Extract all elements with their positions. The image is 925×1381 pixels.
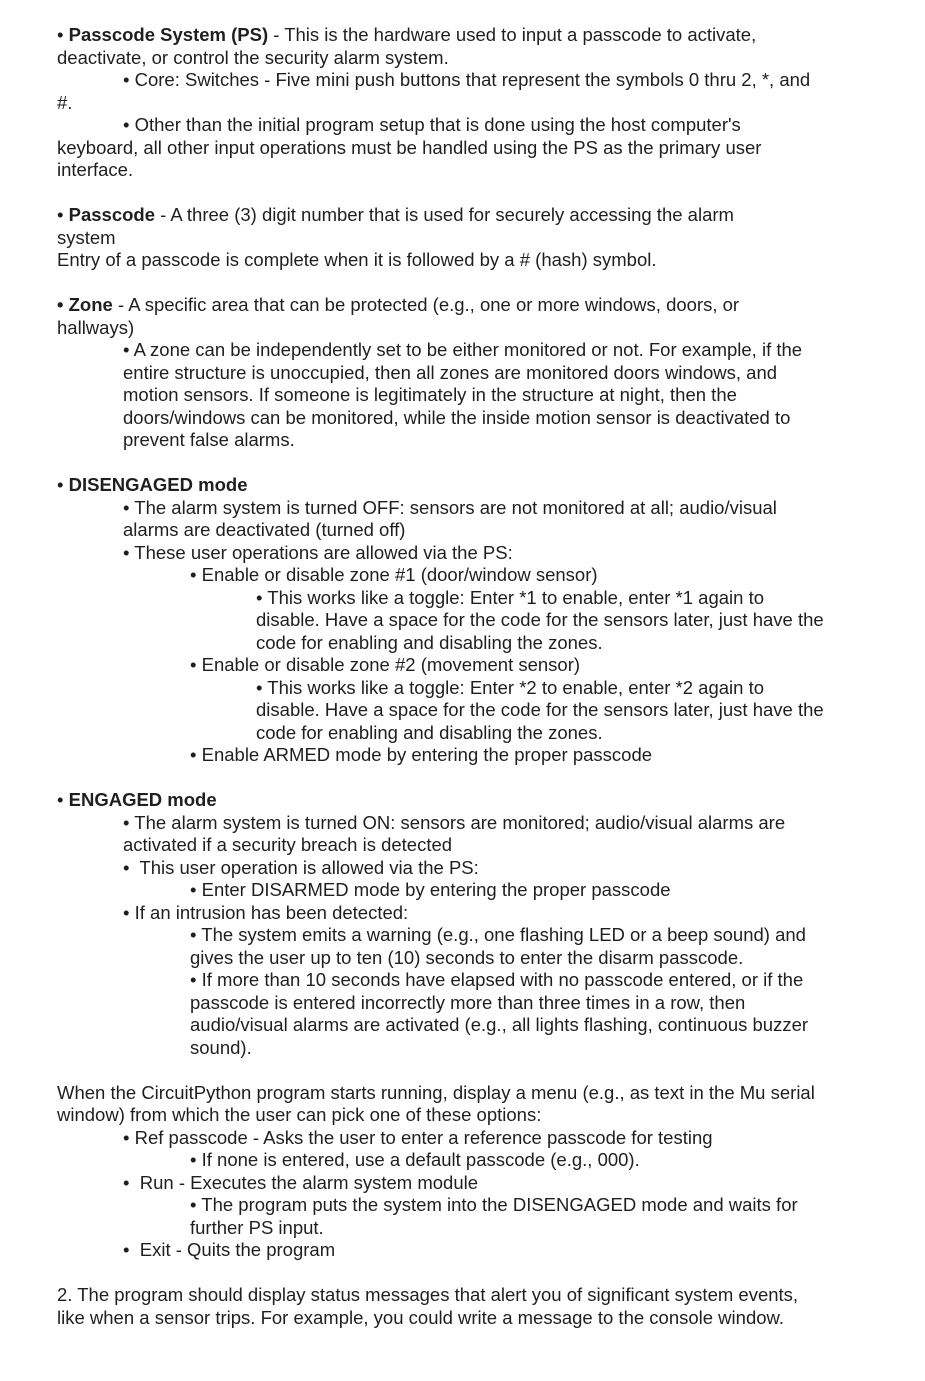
engaged-on: • The alarm system is turned ON: sensors are monitored; audio/visual alarms are activated if a security breach is detected	[123, 811, 786, 855]
disengaged-bullet: •	[57, 474, 69, 495]
ps-desc: - This is the hardware used to input a passcode to activate, deactivate, or control the security alarm system.	[57, 24, 757, 68]
engaged-bullet: •	[57, 789, 69, 810]
engaged-intrusion: • If an intrusion has been detected:	[123, 901, 409, 923]
engaged-warning: • The system emits a warning (e.g., one flashing LED or a beep sound) and gives the user up to ten (10) seconds to enter the disarm passcode.	[190, 924, 806, 968]
ps-definition	[57, 24, 807, 69]
menu-intro: When the CircuitPython program starts running, display a menu (e.g., as text in the Mu serial window) from which the user can pick one of these options:	[57, 1081, 815, 1125]
ps-other: • Other than the initial program setup that is done using the host computer's keyboard, all other input operations must be handled using the PS as the primary user interface.	[57, 114, 762, 180]
disengaged-armed: • Enable ARMED mode by entering the proper passcode	[190, 744, 653, 765]
menu-exit: • Exit - Quits the program	[123, 1239, 336, 1260]
disengaged-heading	[57, 474, 857, 497]
zone-definition	[57, 294, 792, 339]
zone-term: Zone	[68, 294, 113, 315]
disengaged-zone2-detail: • This works like a toggle: Enter *2 to enable, enter *2 again to disable. Have a space for the code for the sensors later, just have the code for enabling and disabling the zones.	[256, 676, 824, 743]
status-text: 2. The program should display status messages that alert you of significant system events, like when a sensor trips. For example, you could write a message to the console window.	[57, 1284, 799, 1328]
engaged-disarm: • Enter DISARMED mode by entering the proper passcode	[190, 879, 671, 900]
section-disengaged	[57, 474, 857, 767]
section-menu	[57, 1082, 857, 1262]
engaged-heading	[57, 789, 857, 812]
ps-bullet: •	[57, 24, 69, 45]
section-passcode	[57, 204, 857, 272]
disengaged-zone1-detail: • This works like a toggle: Enter *1 to enable, enter *1 again to disable. Have a space for the code for the sensors later, just have the code for enabling and disabling the zones.	[256, 586, 824, 653]
engaged-term: ENGAGED mode	[68, 789, 217, 810]
zone-detail: • A zone can be independently set to be either monitored or not. For example, if the entire structure is unoccupied, then all zones are monitored doors windows, and motion sensors. If someone is legitimately in the structure at night, then the doors/windows can be monitored, while the inside motion sensor is deactivated to prevent false alarms.	[123, 339, 803, 450]
passcode-desc: - A three (3) digit number that is used for securely accessing the alarm system	[57, 204, 734, 248]
menu-run-detail: • The program puts the system into the DISENGAGED mode and waits for further PS input.	[190, 1194, 798, 1238]
section-engaged	[57, 789, 857, 1059]
engaged-alarm: • If more than 10 seconds have elapsed with no passcode entered, or if the passcode is entered incorrectly more than three times in a row, then audio/visual alarms are activated (e.g., all lights flashing, continuous buzzer sound).	[190, 969, 809, 1058]
ps-term: Passcode System (PS)	[68, 24, 269, 45]
menu-ref: • Ref passcode - Asks the user to enter a reference passcode for testing	[123, 1126, 713, 1148]
document	[57, 24, 857, 1352]
section-passcode-system	[57, 24, 857, 182]
section-zone	[57, 294, 857, 452]
menu-ref-detail: • If none is entered, use a default passcode (e.g., 000).	[190, 1149, 640, 1170]
menu-run: • Run - Executes the alarm system module	[123, 1171, 479, 1193]
passcode-term: Passcode	[68, 204, 156, 225]
disengaged-zone1: • Enable or disable zone #1 (door/window sensor)	[190, 564, 598, 585]
section-status	[57, 1284, 857, 1329]
passcode-bullet: •	[57, 204, 69, 225]
passcode-definition	[57, 204, 777, 249]
ps-core: • Core: Switches - Five mini push buttons that represent the symbols 0 thru 2, *, and #.	[57, 69, 811, 113]
zone-bullet: •	[57, 294, 69, 315]
engaged-op: • This user operation is allowed via the PS:	[123, 856, 479, 878]
disengaged-zone2: • Enable or disable zone #2 (movement sensor)	[190, 654, 581, 675]
passcode-entry: Entry of a passcode is complete when it is followed by a # (hash) symbol.	[57, 249, 657, 270]
disengaged-ops: • These user operations are allowed via the PS:	[123, 541, 513, 563]
disengaged-term: DISENGAGED mode	[68, 474, 248, 495]
disengaged-off: • The alarm system is turned OFF: sensors are not monitored at all; audio/visual alarms are deactivated (turned off)	[123, 496, 777, 540]
zone-desc: - A specific area that can be protected (e.g., one or more windows, doors, or hallways)	[57, 294, 740, 338]
